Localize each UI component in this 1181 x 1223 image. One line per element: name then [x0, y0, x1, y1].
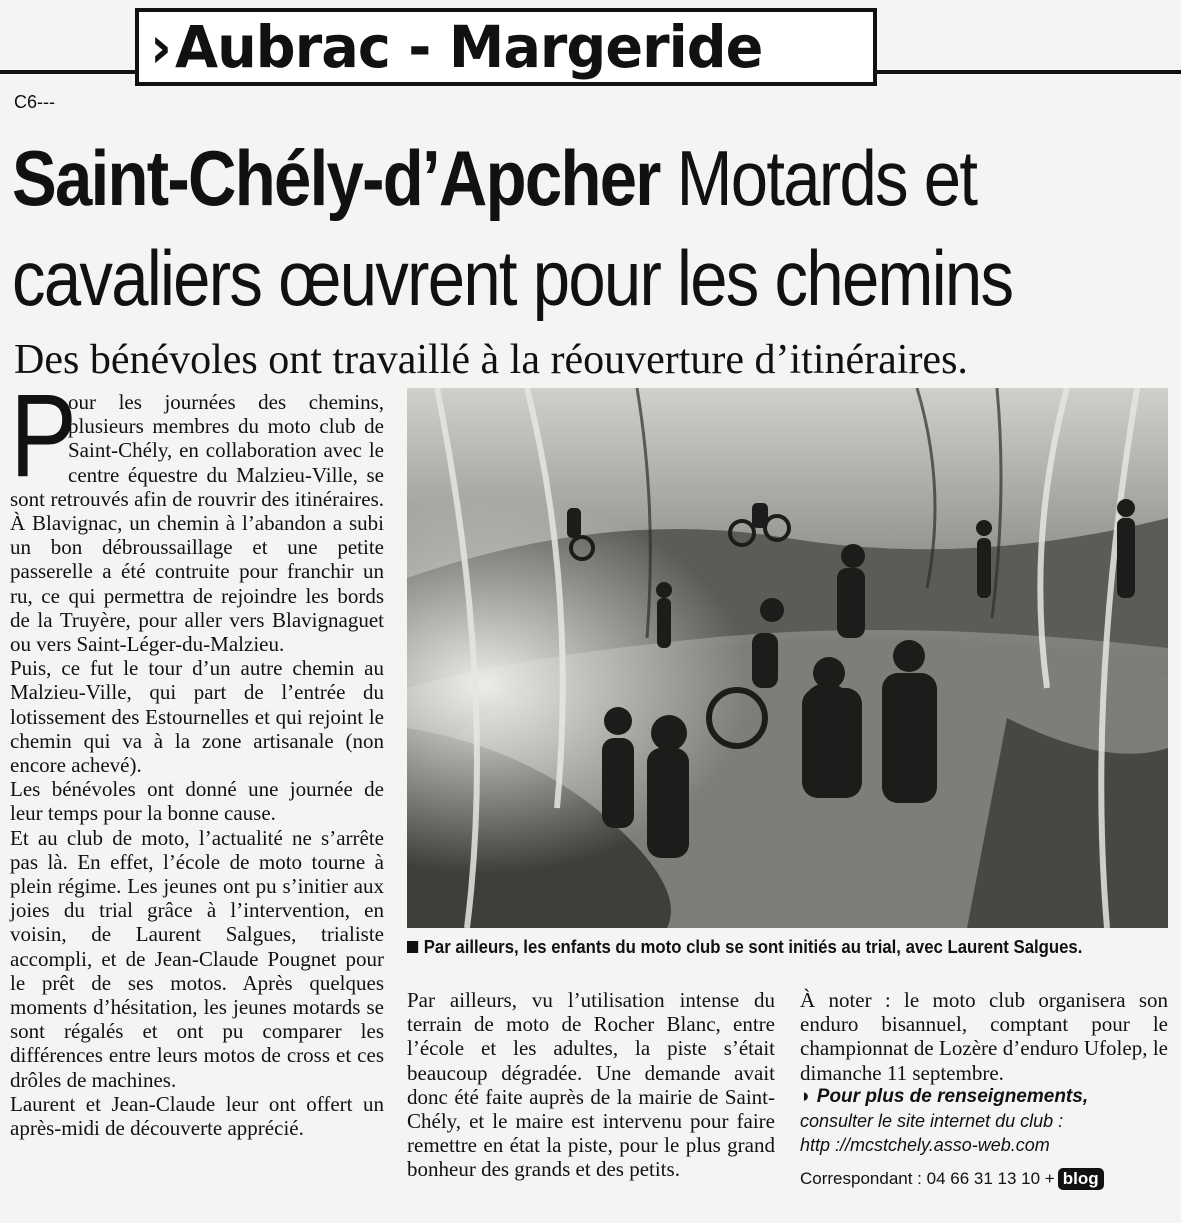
- section-banner: [135, 8, 877, 86]
- article-photo: [407, 388, 1168, 928]
- photo-caption: Par ailleurs, les enfants du moto club se sont initiés au trial, avec Laurent Salgues.: [407, 937, 1123, 958]
- paragraph-2: Puis, ce fut le tour d’un autre chemin au Malzieu-Ville, qui part de l’entrée du lotissement des Estournelles et qui rejoint le chemin qui va à la zone artisanale (non encore achevé).: [10, 656, 384, 778]
- drop-cap: P: [10, 370, 77, 502]
- top-rule-right: [877, 70, 1181, 74]
- paragraph-note: À noter : le moto club organisera son enduro bisannuel, comptant pour le championnat de Lozère d’enduro Ufolep, le dimanche 11 septembre.: [800, 988, 1168, 1085]
- paragraph-5: Laurent et Jean-Claude leur ont offert un après-midi de découverte apprécié.: [10, 1091, 384, 1141]
- club-website-link[interactable]: http ://mcstchely.asso-web.com: [800, 1134, 1050, 1155]
- info-heading: ◗ Pour plus de renseignements,: [800, 1085, 1089, 1107]
- headline-place: Saint-Chély-d’Apcher: [12, 134, 660, 222]
- headline-line1: [12, 128, 1014, 228]
- info-marker-icon: ◗: [800, 1085, 812, 1107]
- section-title: Aubrac - Margeride: [174, 13, 763, 81]
- headline-line2: cavaliers œuvrent pour les chemins: [12, 234, 1013, 322]
- article-column-3: [800, 988, 1168, 1193]
- headline-line1-rest: Motards et: [676, 134, 977, 222]
- photo-illustration: [407, 388, 1168, 928]
- paragraph-3: Les bénévoles ont donné une journée de leur temps pour la bonne cause.: [10, 777, 384, 826]
- correspondent: Correspondant : 04 66 31 13 10 + blog: [800, 1165, 1168, 1193]
- paragraph-4: Et au club de moto, l’actualité ne s’arrête pas là. En effet, l’école de moto tourne à plein régime. Les jeunes ont pu s’initier aux joies du trial grâce à l’intervention, en voisin, de Laurent Salgues, trialiste accompli, et de Jean-Claude Pougnet pour le prêt de ses motos. Après quelques moments d’hésitation, les jeunes motards se sont régalés et ont pu comparer les différences entre leurs motos de cross et ces drôles de machines.: [10, 825, 384, 1092]
- caption-bullet-icon: [407, 941, 418, 953]
- article-column-2: [407, 988, 775, 1182]
- top-rule-left: [0, 70, 135, 74]
- chevron-right-icon: ›: [150, 13, 172, 81]
- info-line: consulter le site internet du club :: [800, 1110, 1064, 1131]
- subheadline: Des bénévoles ont travaillé à la réouverture d’itinéraires.: [14, 337, 968, 383]
- article-column-1: [10, 370, 384, 1141]
- blog-badge[interactable]: blog: [1058, 1168, 1104, 1190]
- paragraph-1: P our les journées des chemins, plusieurs membres du moto club de Saint-Chély, en collaboration avec le centre équestre du Malzieu-Ville, se sont retrouvés afin de rouvrir des itinéraires. À Blavignac, un chemin à l’abandon a subi un bon débroussaillage et une petite passerelle a été contruite pour franchir un ru, ce qui permettra de rejoindre les bords de la Truyère, pour aller vers Blavignaguet ou vers Saint-Léger-du-Malzieu.: [10, 370, 384, 657]
- page-code: C6---: [14, 92, 55, 112]
- paragraph-col2: Par ailleurs, vu l’utilisation intense du terrain de moto de Rocher Blanc, entre l’école et les adultes, la piste s’était beaucoup dégradée. Une demande avait donc été faite auprès de la mairie de Saint-Chély, et le maire est intervenu pour faire remettre en état la piste, pour le plus grand bonheur des grands et des petits.: [407, 988, 775, 1182]
- headline: [12, 128, 1014, 328]
